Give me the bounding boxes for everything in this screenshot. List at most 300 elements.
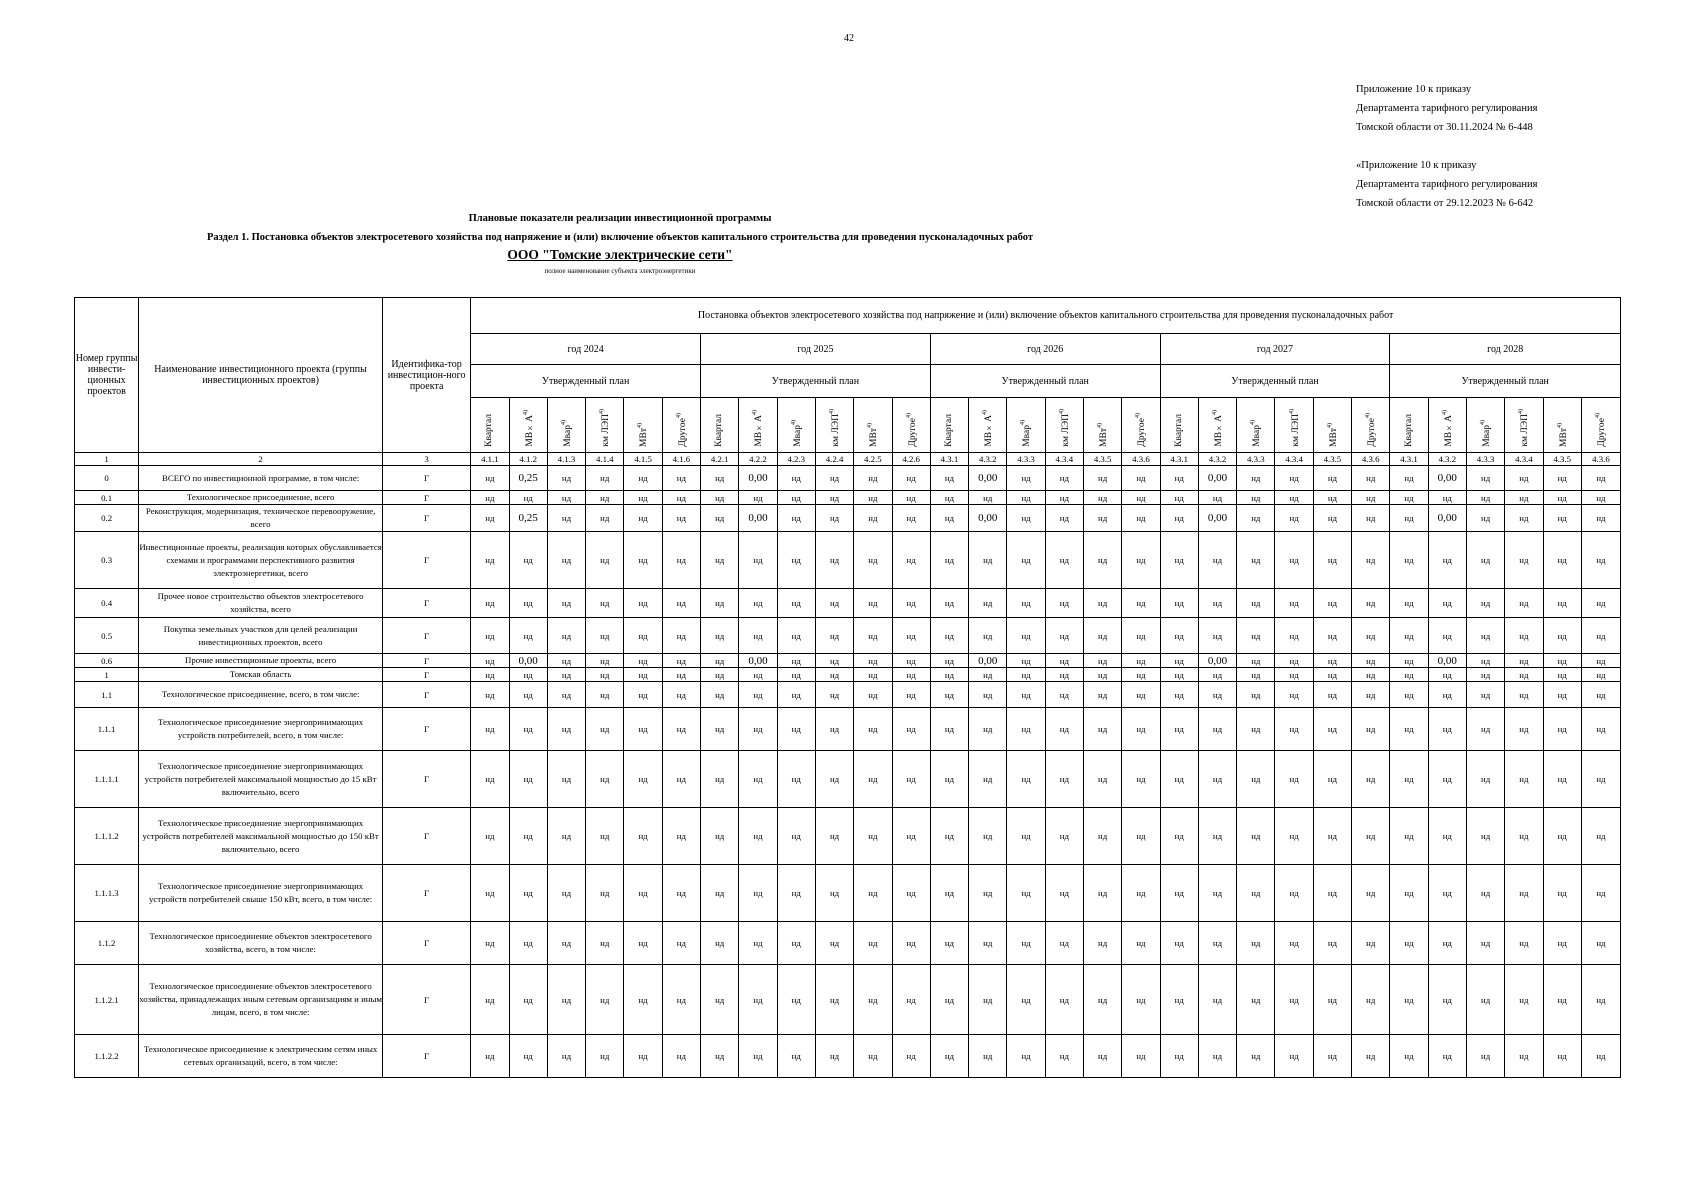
value-cell: нд <box>930 1035 968 1078</box>
value-cell: нд <box>892 1035 930 1078</box>
value-cell: нд <box>777 589 815 618</box>
value-cell: нд <box>1428 865 1466 922</box>
value-cell: нд <box>1352 532 1390 589</box>
value-cell: нд <box>547 491 585 505</box>
value-cell: нд <box>624 466 662 491</box>
value-cell: нд <box>1352 1035 1390 1078</box>
row-project-name: Прочие инвестиционные проекты, всего <box>139 654 383 668</box>
value-cell: нд <box>892 491 930 505</box>
value-cell: нд <box>1581 618 1620 654</box>
value-cell: нд <box>1505 589 1543 618</box>
value-cell: нд <box>815 654 853 668</box>
value-cell: нд <box>701 751 739 808</box>
header-unit <box>1581 398 1620 453</box>
table-row <box>75 708 1621 751</box>
unit-text: Другое <box>677 418 688 447</box>
row-number: 0.1 <box>75 491 139 505</box>
value-cell: нд <box>1428 532 1466 589</box>
value-cell: нд <box>777 532 815 589</box>
value-cell: нд <box>1045 1035 1083 1078</box>
header-unit <box>1237 398 1275 453</box>
value-cell: нд <box>1198 865 1236 922</box>
value-cell: нд <box>1352 751 1390 808</box>
header-unit <box>1122 398 1160 453</box>
value-cell: нд <box>1313 668 1351 682</box>
value-cell: нд <box>892 865 930 922</box>
value-cell: нд <box>969 618 1007 654</box>
header-unit-label <box>521 408 536 449</box>
value-cell: нд <box>1083 532 1121 589</box>
value-cell: нд <box>624 708 662 751</box>
value-cell: 0,25 <box>509 505 547 532</box>
header-unit <box>1275 398 1313 453</box>
value-cell: нд <box>1045 682 1083 708</box>
value-cell: нд <box>777 682 815 708</box>
value-cell: нд <box>471 532 509 589</box>
unit-footnote: 4) <box>1326 423 1333 429</box>
header-year: год 2026 <box>930 334 1160 365</box>
appendix-previous <box>1356 156 1537 213</box>
header-unit-label <box>1440 408 1455 449</box>
header-unit-label <box>635 421 650 449</box>
value-cell: нд <box>1352 808 1390 865</box>
header-plan-label: Утвержденный план <box>471 365 701 398</box>
value-cell: нд <box>701 532 739 589</box>
value-cell: нд <box>1160 668 1198 682</box>
table-row <box>75 922 1621 965</box>
value-cell: нд <box>1083 808 1121 865</box>
header-unit <box>1313 398 1351 453</box>
value-cell: нд <box>1390 491 1428 505</box>
index-cell: 4.2.2 <box>739 453 777 466</box>
header-unit <box>624 398 662 453</box>
value-cell: нд <box>777 505 815 532</box>
section-title: Раздел 1. Постановка объектов электросетевого хозяйства под напряжение и (или) включение объектов капитального строительства для проведения пусконаладочных работ <box>206 232 1034 243</box>
header-unit-label <box>1325 421 1340 449</box>
value-cell: нд <box>701 1035 739 1078</box>
unit-text: Мвар <box>792 425 803 447</box>
value-cell: нд <box>471 505 509 532</box>
header-unit <box>701 398 739 453</box>
value-cell: нд <box>1198 491 1236 505</box>
value-cell: нд <box>662 922 700 965</box>
header-unit-label <box>904 411 919 449</box>
value-cell: нд <box>1275 682 1313 708</box>
value-cell: нд <box>777 491 815 505</box>
header-unit <box>471 398 509 453</box>
value-cell: нд <box>471 865 509 922</box>
value-cell: нд <box>1122 708 1160 751</box>
value-cell: нд <box>701 491 739 505</box>
header-unit-label <box>1555 421 1570 449</box>
unit-text: Квартал <box>484 414 495 447</box>
value-cell: нд <box>777 618 815 654</box>
value-cell: нд <box>547 532 585 589</box>
index-cell: 4.1.3 <box>547 453 585 466</box>
index-cell: 4.2.3 <box>777 453 815 466</box>
value-cell: нд <box>1313 965 1351 1035</box>
value-cell: нд <box>1313 751 1351 808</box>
header-unit-label <box>789 418 804 449</box>
index-cell: 4.2.1 <box>701 453 739 466</box>
value-cell: нд <box>777 922 815 965</box>
value-cell: нд <box>1275 466 1313 491</box>
value-cell: нд <box>1045 466 1083 491</box>
unit-footnote: 4) <box>637 423 644 429</box>
value-cell: нд <box>815 505 853 532</box>
unit-text: Квартал <box>1173 414 1184 447</box>
unit-footnote: 4) <box>982 410 989 416</box>
value-cell: нд <box>777 708 815 751</box>
unit-text: км ЛЭП <box>1520 414 1531 447</box>
header-unit <box>1160 398 1198 453</box>
value-cell: нд <box>471 708 509 751</box>
value-cell: нд <box>1428 708 1466 751</box>
value-cell: нд <box>1581 965 1620 1035</box>
value-cell: нд <box>739 682 777 708</box>
value-cell: нд <box>969 1035 1007 1078</box>
header-unit-label <box>1095 421 1110 449</box>
value-cell: нд <box>777 466 815 491</box>
value-cell: нд <box>1198 589 1236 618</box>
value-cell: нд <box>854 1035 892 1078</box>
value-cell: нд <box>1122 654 1160 668</box>
header-group-number: Номер группы инвести-ционных проектов <box>75 298 139 453</box>
value-cell: нд <box>1505 532 1543 589</box>
value-cell: 0,00 <box>739 505 777 532</box>
value-cell: нд <box>701 589 739 618</box>
value-cell: нд <box>854 654 892 668</box>
index-cell: 1 <box>75 453 139 466</box>
value-cell: нд <box>1007 708 1045 751</box>
value-cell: нд <box>1007 618 1045 654</box>
value-cell: нд <box>1083 965 1121 1035</box>
value-cell: нд <box>1466 589 1504 618</box>
value-cell: нд <box>509 751 547 808</box>
value-cell: нд <box>1237 466 1275 491</box>
value-cell: нд <box>1543 682 1581 708</box>
value-cell: нд <box>1198 1035 1236 1078</box>
value-cell: нд <box>1352 505 1390 532</box>
row-identifier: Г <box>382 532 470 589</box>
value-cell: нд <box>739 922 777 965</box>
value-cell: нд <box>892 808 930 865</box>
header-unit-label <box>944 412 955 449</box>
row-number: 0.5 <box>75 618 139 654</box>
value-cell: нд <box>1581 491 1620 505</box>
unit-footnote: 4) <box>1020 420 1027 426</box>
value-cell: нд <box>1122 682 1160 708</box>
value-cell: нд <box>1505 865 1543 922</box>
header-unit <box>1543 398 1581 453</box>
value-cell: нд <box>1122 1035 1160 1078</box>
value-cell: нд <box>930 808 968 865</box>
header-unit-label <box>1248 418 1263 449</box>
value-cell: нд <box>930 466 968 491</box>
header-year: год 2028 <box>1390 334 1621 365</box>
value-cell: нд <box>1122 505 1160 532</box>
value-cell: нд <box>1007 505 1045 532</box>
value-cell: нд <box>471 922 509 965</box>
row-project-name: Технологическое присоединение энергопринимающих устройств потребителей, всего, в том числе: <box>139 708 383 751</box>
page-number: 42 <box>844 33 854 44</box>
header-unit <box>892 398 930 453</box>
value-cell: нд <box>1275 1035 1313 1078</box>
value-cell: нд <box>1160 532 1198 589</box>
row-project-name: Технологическое присоединение энергопринимающих устройств потребителей свыше 150 кВт, всего, в том числе: <box>139 865 383 922</box>
index-cell: 4.3.5 <box>1313 453 1351 466</box>
header-unit-label <box>827 407 842 449</box>
value-cell: нд <box>1237 965 1275 1035</box>
appendix-line: Томской области от 30.11.2024 № 6-448 <box>1356 122 1533 133</box>
value-cell: нд <box>739 1035 777 1078</box>
value-cell: нд <box>586 708 624 751</box>
value-cell: нд <box>1122 808 1160 865</box>
value-cell: 0,00 <box>1428 466 1466 491</box>
value-cell: нд <box>701 618 739 654</box>
value-cell: нд <box>739 668 777 682</box>
row-project-name: Технологическое присоединение, всего <box>139 491 383 505</box>
index-cell: 4.1.1 <box>471 453 509 466</box>
appendix-line: Приложение 10 к приказу <box>1356 84 1472 95</box>
value-cell: нд <box>1198 532 1236 589</box>
value-cell: нд <box>1543 1035 1581 1078</box>
value-cell: нд <box>509 668 547 682</box>
index-cell: 4.3.2 <box>1428 453 1466 466</box>
value-cell: нд <box>1313 532 1351 589</box>
value-cell: нд <box>1352 618 1390 654</box>
value-cell: нд <box>1045 491 1083 505</box>
value-cell: нд <box>969 532 1007 589</box>
value-cell: нд <box>547 751 585 808</box>
value-cell: нд <box>509 865 547 922</box>
table-row <box>75 1035 1621 1078</box>
value-cell: нд <box>1160 708 1198 751</box>
value-cell: нд <box>586 618 624 654</box>
value-cell: нд <box>1428 682 1466 708</box>
value-cell: нд <box>1466 751 1504 808</box>
value-cell: нд <box>547 965 585 1035</box>
value-cell: нд <box>701 708 739 751</box>
header-unit <box>1390 398 1428 453</box>
value-cell: нд <box>1160 589 1198 618</box>
value-cell: нд <box>586 922 624 965</box>
value-cell: нд <box>1083 682 1121 708</box>
header-unit <box>930 398 968 453</box>
value-cell: 0,00 <box>739 466 777 491</box>
index-cell: 4.1.4 <box>586 453 624 466</box>
row-project-name: Инвестиционные проекты, реализация которых обуславливается схемами и программами перспективного развития электроэнергетики, всего <box>139 532 383 589</box>
row-project-name: Покупка земельных участков для целей реализации инвестиционных проектов, всего <box>139 618 383 654</box>
table-row <box>75 808 1621 865</box>
unit-footnote: 4) <box>675 413 682 419</box>
value-cell: нд <box>1352 466 1390 491</box>
row-number: 1.1.1.3 <box>75 865 139 922</box>
header-unit <box>662 398 700 453</box>
header-unit-label <box>865 421 880 449</box>
value-cell: нд <box>471 808 509 865</box>
value-cell: нд <box>1122 965 1160 1035</box>
value-cell: нд <box>1390 618 1428 654</box>
value-cell: нд <box>662 589 700 618</box>
value-cell: нд <box>1160 865 1198 922</box>
value-cell: нд <box>739 532 777 589</box>
value-cell: нд <box>1045 654 1083 668</box>
value-cell: нд <box>1198 922 1236 965</box>
index-row <box>75 453 1621 466</box>
unit-footnote: 4) <box>1211 410 1218 416</box>
value-cell: нд <box>547 708 585 751</box>
value-cell: нд <box>1581 865 1620 922</box>
header-unit <box>815 398 853 453</box>
value-cell: нд <box>1313 865 1351 922</box>
unit-text: Мвар <box>1022 425 1033 447</box>
index-cell: 4.3.3 <box>1007 453 1045 466</box>
value-cell: нд <box>1160 751 1198 808</box>
value-cell: нд <box>1390 654 1428 668</box>
index-cell: 4.1.2 <box>509 453 547 466</box>
value-cell: нд <box>1198 965 1236 1035</box>
index-cell: 4.3.5 <box>1543 453 1581 466</box>
header-identifier: Идентифика-тор инвестицион-ного проекта <box>382 298 470 453</box>
table-row <box>75 618 1621 654</box>
row-number: 1.1.2.2 <box>75 1035 139 1078</box>
value-cell: нд <box>1275 491 1313 505</box>
index-cell: 4.3.1 <box>1390 453 1428 466</box>
value-cell: нд <box>662 532 700 589</box>
value-cell: нд <box>1275 922 1313 965</box>
unit-text: МВ×А <box>1214 415 1225 447</box>
unit-text: МВ×А <box>754 415 765 447</box>
value-cell: нд <box>739 965 777 1035</box>
value-cell: нд <box>1466 466 1504 491</box>
value-cell: нд <box>1505 505 1543 532</box>
value-cell: нд <box>1390 708 1428 751</box>
unit-footnote: 4) <box>1135 413 1142 419</box>
value-cell: нд <box>854 708 892 751</box>
value-cell: нд <box>1505 751 1543 808</box>
value-cell: 0,00 <box>509 654 547 668</box>
value-cell: нд <box>1007 668 1045 682</box>
value-cell: нд <box>930 618 968 654</box>
value-cell: нд <box>739 491 777 505</box>
value-cell: нд <box>815 808 853 865</box>
row-number: 1 <box>75 668 139 682</box>
value-cell: нд <box>1160 808 1198 865</box>
appendix-line: Томской области от 29.12.2023 № 6-642 <box>1356 198 1534 209</box>
value-cell: нд <box>1198 751 1236 808</box>
value-cell: 0,00 <box>1428 505 1466 532</box>
value-cell: нд <box>1237 618 1275 654</box>
value-cell: нд <box>509 965 547 1035</box>
header-unit-label <box>559 418 574 449</box>
value-cell: нд <box>1581 808 1620 865</box>
header-unit <box>1352 398 1390 453</box>
header-unit-label <box>1593 411 1608 449</box>
value-cell: 0,00 <box>969 505 1007 532</box>
header-unit-label <box>714 412 725 449</box>
table-row <box>75 668 1621 682</box>
value-cell: нд <box>1390 1035 1428 1078</box>
value-cell: нд <box>471 618 509 654</box>
value-cell: нд <box>854 965 892 1035</box>
header-unit <box>1428 398 1466 453</box>
value-cell: нд <box>1160 505 1198 532</box>
value-cell: нд <box>1237 865 1275 922</box>
value-cell: нд <box>471 491 509 505</box>
table-row <box>75 505 1621 532</box>
value-cell: нд <box>1045 668 1083 682</box>
header-unit-label <box>1516 407 1531 449</box>
value-cell: нд <box>930 589 968 618</box>
value-cell: нд <box>892 618 930 654</box>
value-cell: нд <box>1237 532 1275 589</box>
value-cell: нд <box>1390 466 1428 491</box>
value-cell: нд <box>1160 965 1198 1035</box>
value-cell: нд <box>969 808 1007 865</box>
value-cell: нд <box>1581 922 1620 965</box>
value-cell: нд <box>777 751 815 808</box>
unit-text: МВт <box>1328 428 1339 447</box>
unit-text: МВт <box>1558 428 1569 447</box>
value-cell: нд <box>1083 589 1121 618</box>
value-cell: нд <box>1390 865 1428 922</box>
value-cell: нд <box>1466 505 1504 532</box>
header-unit <box>586 398 624 453</box>
value-cell: нд <box>471 654 509 668</box>
value-cell: нд <box>586 1035 624 1078</box>
header-plan-label: Утвержденный план <box>1390 365 1621 398</box>
value-cell: нд <box>1083 922 1121 965</box>
value-cell: нд <box>1581 751 1620 808</box>
value-cell: нд <box>1083 466 1121 491</box>
index-cell: 4.3.3 <box>1237 453 1275 466</box>
value-cell: нд <box>1122 922 1160 965</box>
header-year: год 2024 <box>471 334 701 365</box>
header-unit-label <box>1018 418 1033 449</box>
value-cell: нд <box>1313 505 1351 532</box>
unit-footnote: 4) <box>752 410 759 416</box>
appendix-line: «Приложение 10 к приказу <box>1356 160 1477 171</box>
value-cell: нд <box>1122 466 1160 491</box>
value-cell: нд <box>1237 668 1275 682</box>
unit-text: км ЛЭП <box>1060 414 1071 447</box>
value-cell: нд <box>777 654 815 668</box>
value-cell: нд <box>1160 618 1198 654</box>
header-unit <box>1505 398 1543 453</box>
header-unit <box>1007 398 1045 453</box>
value-cell: нд <box>1160 491 1198 505</box>
unit-text: км ЛЭП <box>831 414 842 447</box>
value-cell: нд <box>854 668 892 682</box>
index-cell: 4.3.6 <box>1581 453 1620 466</box>
value-cell: нд <box>1543 589 1581 618</box>
value-cell: нд <box>1275 668 1313 682</box>
value-cell: нд <box>815 532 853 589</box>
unit-footnote: 4) <box>1365 413 1372 419</box>
header-unit <box>1045 398 1083 453</box>
value-cell: нд <box>739 808 777 865</box>
header-plan-label: Утвержденный план <box>930 365 1160 398</box>
value-cell: нд <box>1275 708 1313 751</box>
header-unit <box>1466 398 1504 453</box>
value-cell: нд <box>586 682 624 708</box>
value-cell: нд <box>739 618 777 654</box>
value-cell: нд <box>662 618 700 654</box>
row-identifier: Г <box>382 865 470 922</box>
value-cell: нд <box>815 1035 853 1078</box>
unit-text: Другое <box>1137 418 1148 447</box>
